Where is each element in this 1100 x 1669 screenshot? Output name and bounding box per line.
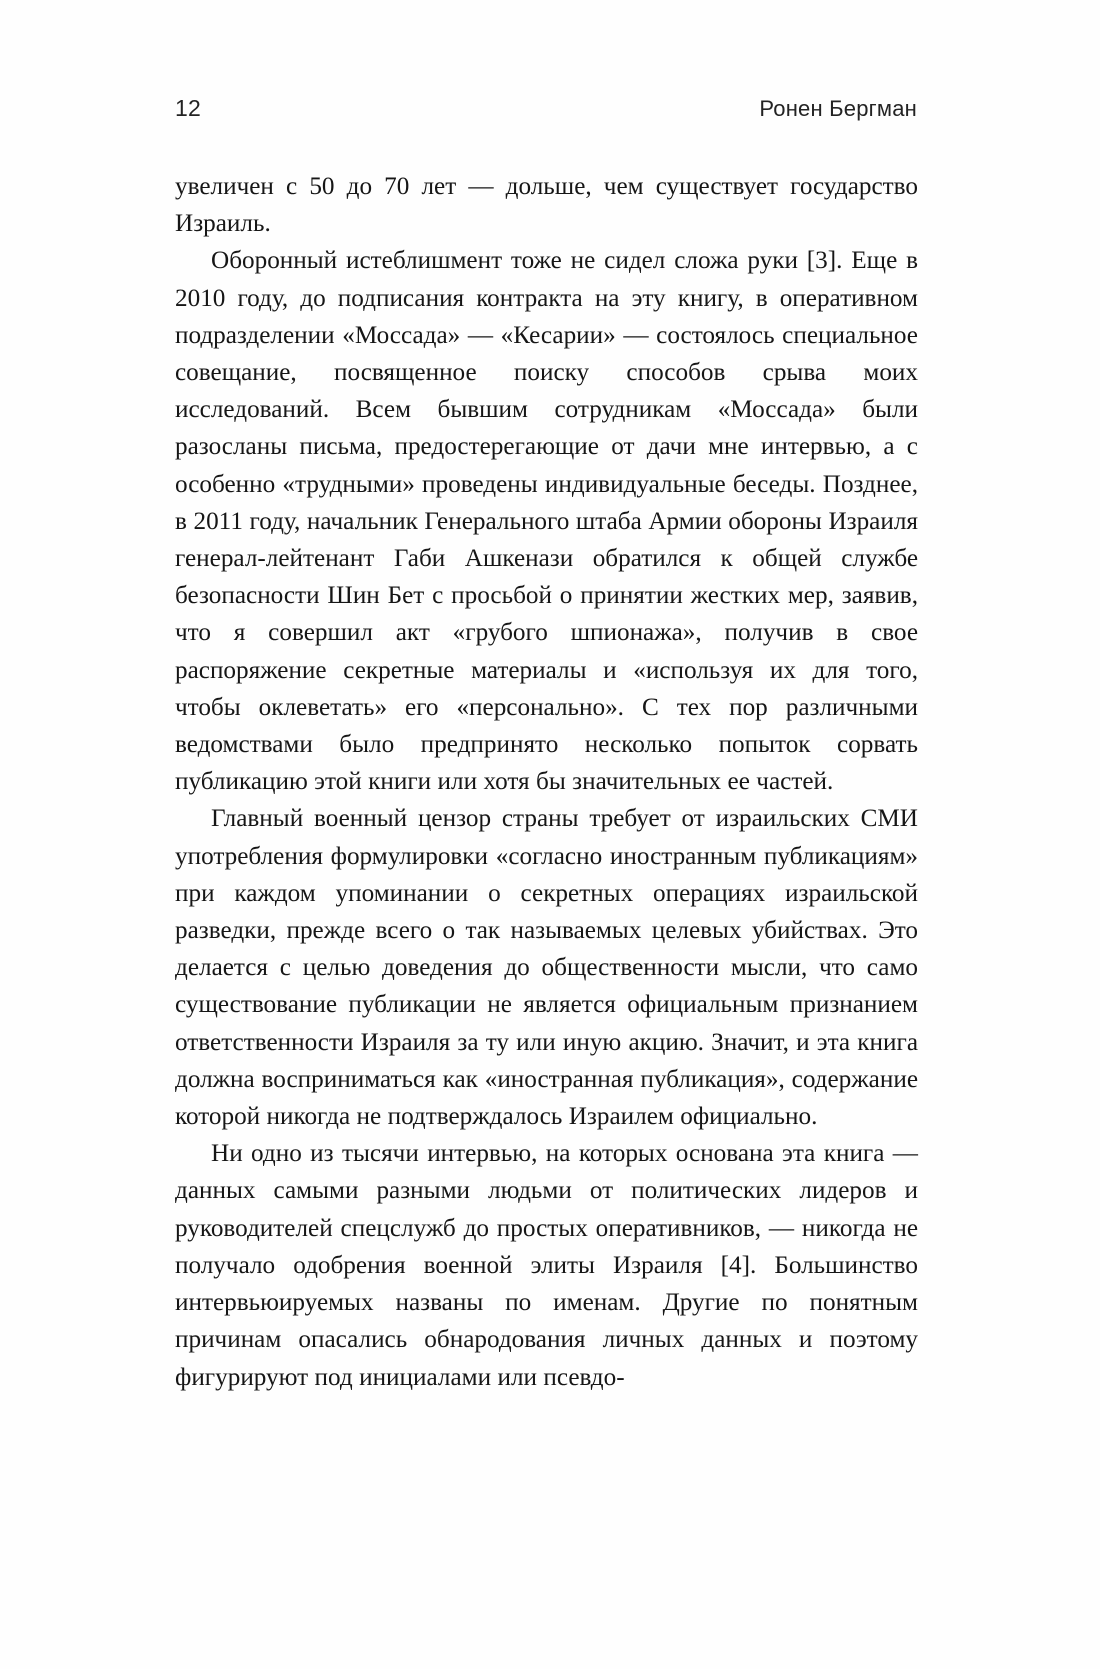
paragraph-continuation: увеличен с 50 до 70 лет — дольше, чем существует государство Израиль.: [175, 173, 918, 238]
body-text-block: [175, 168, 918, 1396]
paragraph: Оборонный истеблишмент тоже не сидел сложа руки [3]. Еще в 2010 году, до подписания контракта на эту книгу, в оперативном подразделении «Моссада» — «Кесарии» — состоялось специальное совещание, посвященное поиску способов срыва моих исследований. Всем бывшим сотрудникам «Моссада» были разосланы письма, предостерегающие от дачи мне интервью, а с особенно «трудными» проведены индивидуальные беседы. Позднее, в 2011 году, начальник Генерального штаба Армии обороны Израиля генерал-лейтенант Габи Ашкенази обратился к общей службе безопасности Шин Бет с просьбой о принятии жестких мер, заявив, что я совершил акт «грубого шпионажа», получив в свое распоряжение секретные материалы и «используя их для того, чтобы оклеветать» его «персонально». С тех пор различными ведомствами было предпринято несколько попыток сорвать публикацию этой книги или хотя бы значительных ее частей.: [175, 247, 918, 796]
page-number: 12: [175, 95, 201, 121]
paragraph: Главный военный цензор страны требует от израильских СМИ употребления формулировки «согласно иностранным публикациям» при каждом упоминании о секретных операциях израильской разведки, прежде всего о так называемых целевых убийствах. Это делается с целью доведения до общественности мысли, что само существование публикации не является официальным признанием ответственности Израиля за ту или иную акцию. Значит, и эта книга должна восприниматься как «иностранная публикация», содержание которой никогда не подтверждалось Израилем официально.: [175, 805, 918, 1131]
running-head-author: Ронен Бергман: [759, 96, 917, 121]
paragraph: Ни одно из тысячи интервью, на которых основана эта книга — данных самыми разными людьми от политических лидеров и руководителей спецслужб до простых оперативников, — никогда не получало одобрения военной элиты Израиля [4]. Большинство интервьюируемых названы по именам. Другие по понятным причинам опасались обнародования личных данных и поэтому фигурируют под инициалами или псевдо-: [175, 1140, 918, 1391]
running-head: [175, 95, 917, 129]
